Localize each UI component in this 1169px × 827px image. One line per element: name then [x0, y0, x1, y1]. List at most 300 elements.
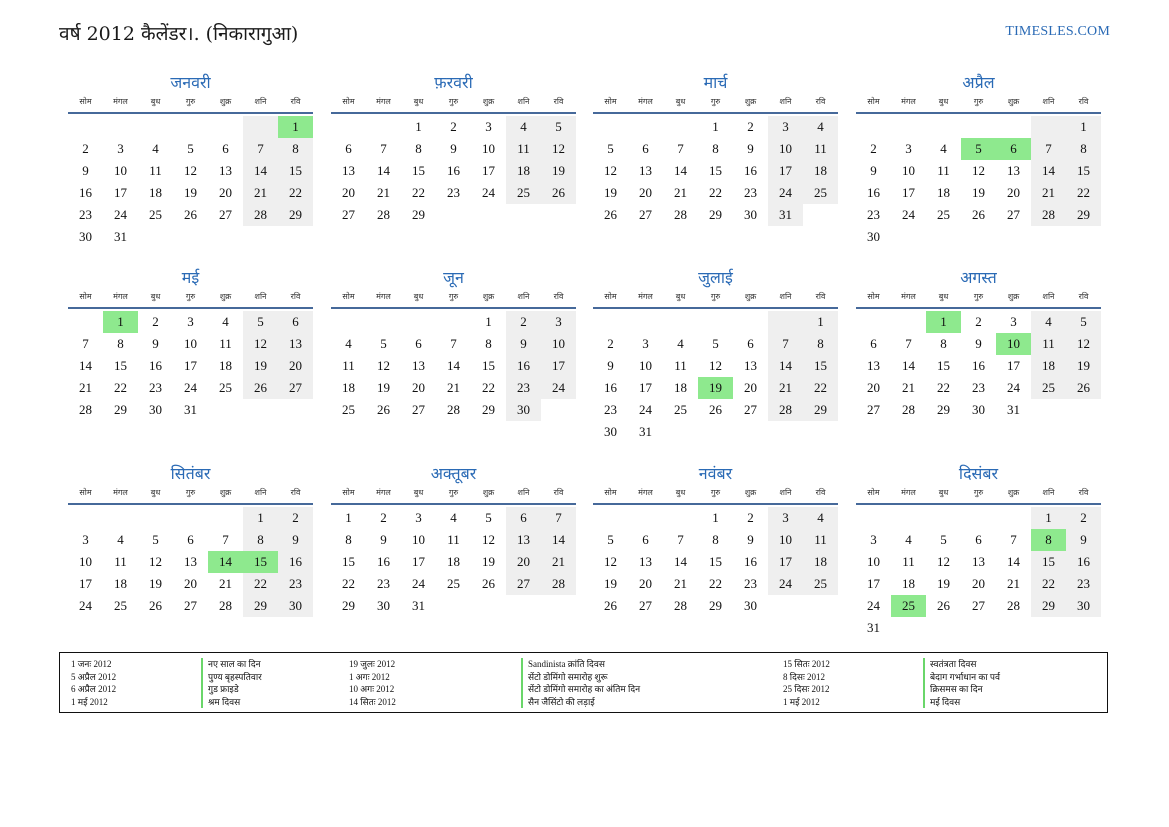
- legend-row: [349, 658, 605, 671]
- day-cell: 14: [377, 163, 390, 178]
- empty-cell: [208, 507, 243, 529]
- day-cell: 17: [482, 163, 495, 178]
- day-cell: 11: [506, 138, 541, 160]
- day-cell: 4: [152, 141, 159, 156]
- day-cell: 4: [677, 336, 684, 351]
- day-cell: 5: [712, 336, 719, 351]
- empty-cell: [628, 311, 663, 333]
- day-cell: 25: [803, 573, 838, 595]
- legend-column: [783, 658, 1001, 708]
- page-title: वर्ष 2012 कैलेंडर।. (निकारागुआ): [59, 23, 299, 45]
- day-cell: 18: [902, 576, 915, 591]
- day-cell: 9: [975, 336, 982, 351]
- day-cell: 24: [902, 207, 915, 222]
- day-cell: 10: [79, 554, 92, 569]
- empty-cell: [698, 421, 733, 443]
- day-cell: 19: [482, 554, 495, 569]
- days-grid: [331, 311, 576, 421]
- day-cell: 6: [506, 507, 541, 529]
- day-cell: 11: [342, 358, 355, 373]
- day-cell: 2: [278, 507, 313, 529]
- day-cell: 7: [1031, 138, 1066, 160]
- weekday-label: मंगल: [113, 488, 128, 497]
- day-cell: 10: [867, 554, 880, 569]
- empty-cell: [628, 507, 663, 529]
- site-link[interactable]: TIMESLES.COM: [1005, 24, 1110, 39]
- legend-row: [349, 683, 641, 696]
- empty-cell: [961, 507, 996, 529]
- day-cell: 9: [450, 141, 457, 156]
- empty-cell: [471, 595, 506, 617]
- day-cell: 26: [604, 207, 617, 222]
- day-cell: 14: [243, 160, 278, 182]
- day-cell: 11: [149, 163, 162, 178]
- empty-cell: [856, 311, 891, 333]
- day-cell: 13: [972, 554, 985, 569]
- day-cell: 22: [482, 380, 495, 395]
- day-cell: 10: [768, 529, 803, 551]
- day-cell: 10: [996, 333, 1031, 355]
- day-cell: 23: [278, 573, 313, 595]
- empty-cell: [803, 595, 838, 617]
- empty-cell: [1031, 399, 1066, 421]
- day-cell: 26: [184, 207, 197, 222]
- day-cell: 5: [243, 311, 278, 333]
- day-cell: 21: [768, 377, 803, 399]
- holiday-date: 1 मई 2012: [71, 696, 108, 707]
- day-cell: 29: [278, 204, 313, 226]
- day-cell: 12: [604, 554, 617, 569]
- day-cell: 28: [1031, 204, 1066, 226]
- day-cell: 7: [243, 138, 278, 160]
- weekday-label: मंगल: [113, 97, 128, 106]
- day-cell: 20: [744, 380, 757, 395]
- day-cell: 13: [219, 163, 232, 178]
- empty-cell: [243, 226, 278, 248]
- month-block: [856, 72, 1101, 248]
- day-cell: 22: [412, 185, 425, 200]
- holiday-date: 8 दिसः 2012: [783, 671, 826, 682]
- weekday-label: शुक्र: [1007, 292, 1020, 301]
- day-cell: 26: [482, 576, 495, 591]
- empty-cell: [926, 507, 961, 529]
- empty-cell: [506, 595, 541, 617]
- weekday-header: [856, 289, 1101, 305]
- day-cell: 18: [803, 160, 838, 182]
- empty-cell: [891, 116, 926, 138]
- empty-cell: [1031, 617, 1066, 639]
- empty-cell: [663, 311, 698, 333]
- day-cell: 16: [972, 358, 985, 373]
- holiday-date: 25 दिसः 2012: [783, 684, 830, 694]
- day-cell: 24: [541, 377, 576, 399]
- holiday-date: 6 अप्रैल 2012: [71, 684, 117, 694]
- day-cell: 14: [1031, 160, 1066, 182]
- day-cell: 4: [803, 116, 838, 138]
- legend-row: [71, 696, 241, 709]
- empty-cell: [541, 595, 576, 617]
- empty-cell: [961, 116, 996, 138]
- day-cell: 3: [1010, 314, 1017, 329]
- weekday-label: बुध: [675, 292, 686, 301]
- day-cell: 20: [1007, 185, 1020, 200]
- day-cell: 27: [342, 207, 355, 222]
- day-cell: 12: [972, 163, 985, 178]
- day-cell: 13: [744, 358, 757, 373]
- legend-row: [783, 671, 1001, 684]
- day-cell: 14: [902, 358, 915, 373]
- day-cell: 14: [1007, 554, 1020, 569]
- day-cell: 7: [222, 532, 229, 547]
- empty-cell: [1066, 617, 1101, 639]
- holiday-name: बेदाग गर्भाधान का पर्व: [923, 671, 1000, 684]
- header-rule: [331, 307, 576, 309]
- day-cell: 7: [677, 141, 684, 156]
- weekday-label: बुध: [938, 97, 949, 106]
- day-cell: 6: [870, 336, 877, 351]
- day-cell: 19: [541, 160, 576, 182]
- weekday-label: मंगल: [901, 97, 916, 106]
- empty-cell: [768, 311, 803, 333]
- holiday-date: 5 अप्रैल 2012: [71, 671, 117, 682]
- day-cell: 27: [639, 598, 652, 613]
- holiday-date: 14 सितः 2012: [349, 696, 396, 707]
- days-grid: [593, 116, 838, 226]
- weekday-label: शनि: [1042, 292, 1055, 301]
- days-grid: [331, 116, 576, 226]
- empty-cell: [733, 421, 768, 443]
- day-cell: 16: [506, 355, 541, 377]
- weekday-label: मंगल: [638, 488, 653, 497]
- day-cell: 23: [1066, 573, 1101, 595]
- day-cell: 17: [412, 554, 425, 569]
- day-cell: 17: [541, 355, 576, 377]
- day-cell: 29: [412, 207, 425, 222]
- weekday-label: बुध: [150, 488, 161, 497]
- day-cell: 22: [803, 377, 838, 399]
- day-cell: 15: [278, 160, 313, 182]
- day-cell: 6: [187, 532, 194, 547]
- day-cell: 7: [450, 336, 457, 351]
- weekday-label: शुक्र: [744, 292, 757, 301]
- day-cell: 1: [926, 311, 961, 333]
- day-cell: 4: [506, 116, 541, 138]
- day-cell: 30: [278, 595, 313, 617]
- day-cell: 27: [219, 207, 232, 222]
- day-cell: 3: [485, 119, 492, 134]
- day-cell: 16: [744, 554, 757, 569]
- day-cell: 28: [902, 402, 915, 417]
- day-cell: 31: [184, 402, 197, 417]
- weekday-header: [856, 94, 1101, 110]
- day-cell: 2: [607, 336, 614, 351]
- holiday-legend: [59, 652, 1108, 713]
- day-cell: 8: [712, 532, 719, 547]
- day-cell: 20: [412, 380, 425, 395]
- days-grid: [68, 311, 313, 421]
- day-cell: 18: [674, 380, 687, 395]
- month-block: [68, 72, 313, 248]
- empty-cell: [103, 116, 138, 138]
- day-cell: 18: [1031, 355, 1066, 377]
- empty-cell: [891, 226, 926, 248]
- day-cell: 2: [82, 141, 89, 156]
- day-cell: 8: [278, 138, 313, 160]
- day-cell: 25: [803, 182, 838, 204]
- weekday-label: सोम: [342, 292, 355, 301]
- legend-row: [71, 658, 261, 671]
- empty-cell: [891, 507, 926, 529]
- day-cell: 14: [768, 355, 803, 377]
- day-cell: 6: [747, 336, 754, 351]
- day-cell: 16: [149, 358, 162, 373]
- day-cell: 12: [604, 163, 617, 178]
- weekday-label: रवि: [1078, 488, 1089, 497]
- month-block: [856, 267, 1101, 421]
- weekday-label: रवि: [553, 488, 564, 497]
- weekday-label: सोम: [604, 292, 617, 301]
- day-cell: 7: [905, 336, 912, 351]
- day-cell: 19: [604, 576, 617, 591]
- day-cell: 20: [278, 355, 313, 377]
- day-cell: 30: [604, 424, 617, 439]
- day-cell: 11: [447, 532, 460, 547]
- empty-cell: [366, 311, 401, 333]
- day-cell: 22: [342, 576, 355, 591]
- day-cell: 28: [243, 204, 278, 226]
- holiday-name: सेंटो डोमिंगो समारोह शुरू: [521, 671, 608, 684]
- weekday-label: गुरु: [185, 488, 196, 497]
- day-cell: 21: [902, 380, 915, 395]
- day-cell: 29: [243, 595, 278, 617]
- day-cell: 1: [243, 507, 278, 529]
- weekday-label: शुक्र: [1007, 97, 1020, 106]
- day-cell: 6: [345, 141, 352, 156]
- weekday-header: [856, 485, 1101, 501]
- empty-cell: [541, 204, 576, 226]
- day-cell: 16: [447, 163, 460, 178]
- day-cell: 12: [1066, 333, 1101, 355]
- day-cell: 29: [709, 598, 722, 613]
- weekday-label: गुरु: [710, 488, 721, 497]
- day-cell: 24: [1007, 380, 1020, 395]
- day-cell: 24: [867, 598, 880, 613]
- month-name: मार्च: [703, 73, 728, 92]
- day-cell: 27: [639, 207, 652, 222]
- day-cell: 31: [639, 424, 652, 439]
- day-cell: 21: [447, 380, 460, 395]
- day-cell: 5: [607, 532, 614, 547]
- empty-cell: [996, 617, 1031, 639]
- day-cell: 9: [380, 532, 387, 547]
- day-cell: 18: [506, 160, 541, 182]
- day-cell: 8: [243, 529, 278, 551]
- header-rule: [331, 112, 576, 114]
- weekday-label: रवि: [290, 488, 301, 497]
- day-cell: 13: [639, 163, 652, 178]
- weekday-label: शुक्र: [744, 488, 757, 497]
- day-cell: 11: [803, 138, 838, 160]
- day-cell: 5: [961, 138, 996, 160]
- day-cell: 26: [972, 207, 985, 222]
- day-cell: 10: [114, 163, 127, 178]
- day-cell: 17: [902, 185, 915, 200]
- days-grid: [856, 311, 1101, 421]
- day-cell: 1: [103, 311, 138, 333]
- day-cell: 18: [342, 380, 355, 395]
- month-name: मई: [181, 268, 200, 287]
- weekday-label: शुक्र: [1007, 488, 1020, 497]
- empty-cell: [803, 204, 838, 226]
- empty-cell: [733, 311, 768, 333]
- weekday-label: सोम: [342, 488, 355, 497]
- empty-cell: [1066, 399, 1101, 421]
- day-cell: 9: [747, 141, 754, 156]
- day-cell: 25: [937, 207, 950, 222]
- day-cell: 14: [79, 358, 92, 373]
- empty-cell: [173, 226, 208, 248]
- day-cell: 10: [768, 138, 803, 160]
- day-cell: 7: [677, 532, 684, 547]
- day-cell: 5: [187, 141, 194, 156]
- weekday-label: बुध: [938, 488, 949, 497]
- month-block: [68, 267, 313, 421]
- day-cell: 15: [709, 554, 722, 569]
- day-cell: 21: [674, 576, 687, 591]
- day-cell: 1: [712, 510, 719, 525]
- day-cell: 30: [744, 207, 757, 222]
- empty-cell: [68, 311, 103, 333]
- empty-cell: [138, 226, 173, 248]
- day-cell: 9: [506, 333, 541, 355]
- weekday-label: बुध: [413, 292, 424, 301]
- day-cell: 30: [744, 598, 757, 613]
- empty-cell: [593, 311, 628, 333]
- day-cell: 29: [803, 399, 838, 421]
- day-cell: 11: [114, 554, 127, 569]
- weekday-label: रवि: [1078, 97, 1089, 106]
- day-cell: 27: [184, 598, 197, 613]
- day-cell: 5: [541, 116, 576, 138]
- weekday-label: शनि: [254, 97, 267, 106]
- day-cell: 4: [117, 532, 124, 547]
- day-cell: 22: [709, 185, 722, 200]
- day-cell: 4: [222, 314, 229, 329]
- weekday-label: शनि: [517, 488, 530, 497]
- day-cell: 16: [867, 185, 880, 200]
- day-cell: 13: [639, 554, 652, 569]
- day-cell: 23: [79, 207, 92, 222]
- month-name: दिसंबर: [958, 464, 999, 483]
- day-cell: 23: [447, 185, 460, 200]
- day-cell: 22: [278, 182, 313, 204]
- weekday-label: शनि: [779, 97, 792, 106]
- day-cell: 19: [698, 377, 733, 399]
- day-cell: 23: [867, 207, 880, 222]
- weekday-header: [68, 485, 313, 501]
- legend-column: [71, 658, 262, 708]
- month-name: फ़रवरी: [434, 73, 473, 92]
- empty-cell: [663, 421, 698, 443]
- day-cell: 17: [114, 185, 127, 200]
- empty-cell: [856, 507, 891, 529]
- day-cell: 28: [541, 573, 576, 595]
- weekday-label: गुरु: [185, 292, 196, 301]
- month-block: [331, 267, 576, 421]
- weekday-label: मंगल: [113, 292, 128, 301]
- empty-cell: [208, 399, 243, 421]
- header-rule: [593, 307, 838, 309]
- day-cell: 4: [1031, 311, 1066, 333]
- day-cell: 7: [82, 336, 89, 351]
- day-cell: 11: [219, 336, 232, 351]
- header-rule: [856, 307, 1101, 309]
- day-cell: 3: [768, 507, 803, 529]
- legend-row: [783, 683, 983, 696]
- empty-cell: [961, 226, 996, 248]
- empty-cell: [208, 226, 243, 248]
- empty-cell: [173, 116, 208, 138]
- weekday-label: रवि: [553, 292, 564, 301]
- empty-cell: [138, 116, 173, 138]
- day-cell: 19: [149, 576, 162, 591]
- empty-cell: [173, 507, 208, 529]
- day-cell: 7: [1010, 532, 1017, 547]
- day-cell: 22: [937, 380, 950, 395]
- day-cell: 19: [604, 185, 617, 200]
- holiday-name: Sandinista क्रांति दिवस: [521, 658, 605, 671]
- day-cell: 12: [709, 358, 722, 373]
- day-cell: 29: [937, 402, 950, 417]
- day-cell: 13: [278, 333, 313, 355]
- day-cell: 5: [607, 141, 614, 156]
- day-cell: 2: [747, 119, 754, 134]
- empty-cell: [1031, 116, 1066, 138]
- day-cell: 9: [278, 529, 313, 551]
- day-cell: 26: [243, 377, 278, 399]
- day-cell: 30: [1066, 595, 1101, 617]
- day-cell: 21: [541, 551, 576, 573]
- day-cell: 2: [450, 119, 457, 134]
- month-block: [331, 72, 576, 226]
- empty-cell: [961, 617, 996, 639]
- day-cell: 8: [485, 336, 492, 351]
- empty-cell: [1066, 226, 1101, 248]
- day-cell: 9: [870, 163, 877, 178]
- day-cell: 22: [243, 573, 278, 595]
- weekday-label: मंगल: [638, 292, 653, 301]
- empty-cell: [996, 507, 1031, 529]
- weekday-label: गुरु: [973, 292, 984, 301]
- day-cell: 13: [506, 529, 541, 551]
- empty-cell: [436, 204, 471, 226]
- day-cell: 27: [867, 402, 880, 417]
- day-cell: 30: [79, 229, 92, 244]
- day-cell: 2: [870, 141, 877, 156]
- empty-cell: [891, 311, 926, 333]
- weekday-label: शनि: [779, 488, 792, 497]
- day-cell: 3: [541, 311, 576, 333]
- day-cell: 27: [506, 573, 541, 595]
- day-cell: 16: [79, 185, 92, 200]
- day-cell: 1: [485, 314, 492, 329]
- empty-cell: [401, 311, 436, 333]
- weekday-label: सोम: [79, 292, 92, 301]
- weekday-label: गुरु: [448, 292, 459, 301]
- month-name: अप्रैल: [962, 73, 995, 92]
- weekday-label: मंगल: [376, 292, 391, 301]
- day-cell: 8: [803, 333, 838, 355]
